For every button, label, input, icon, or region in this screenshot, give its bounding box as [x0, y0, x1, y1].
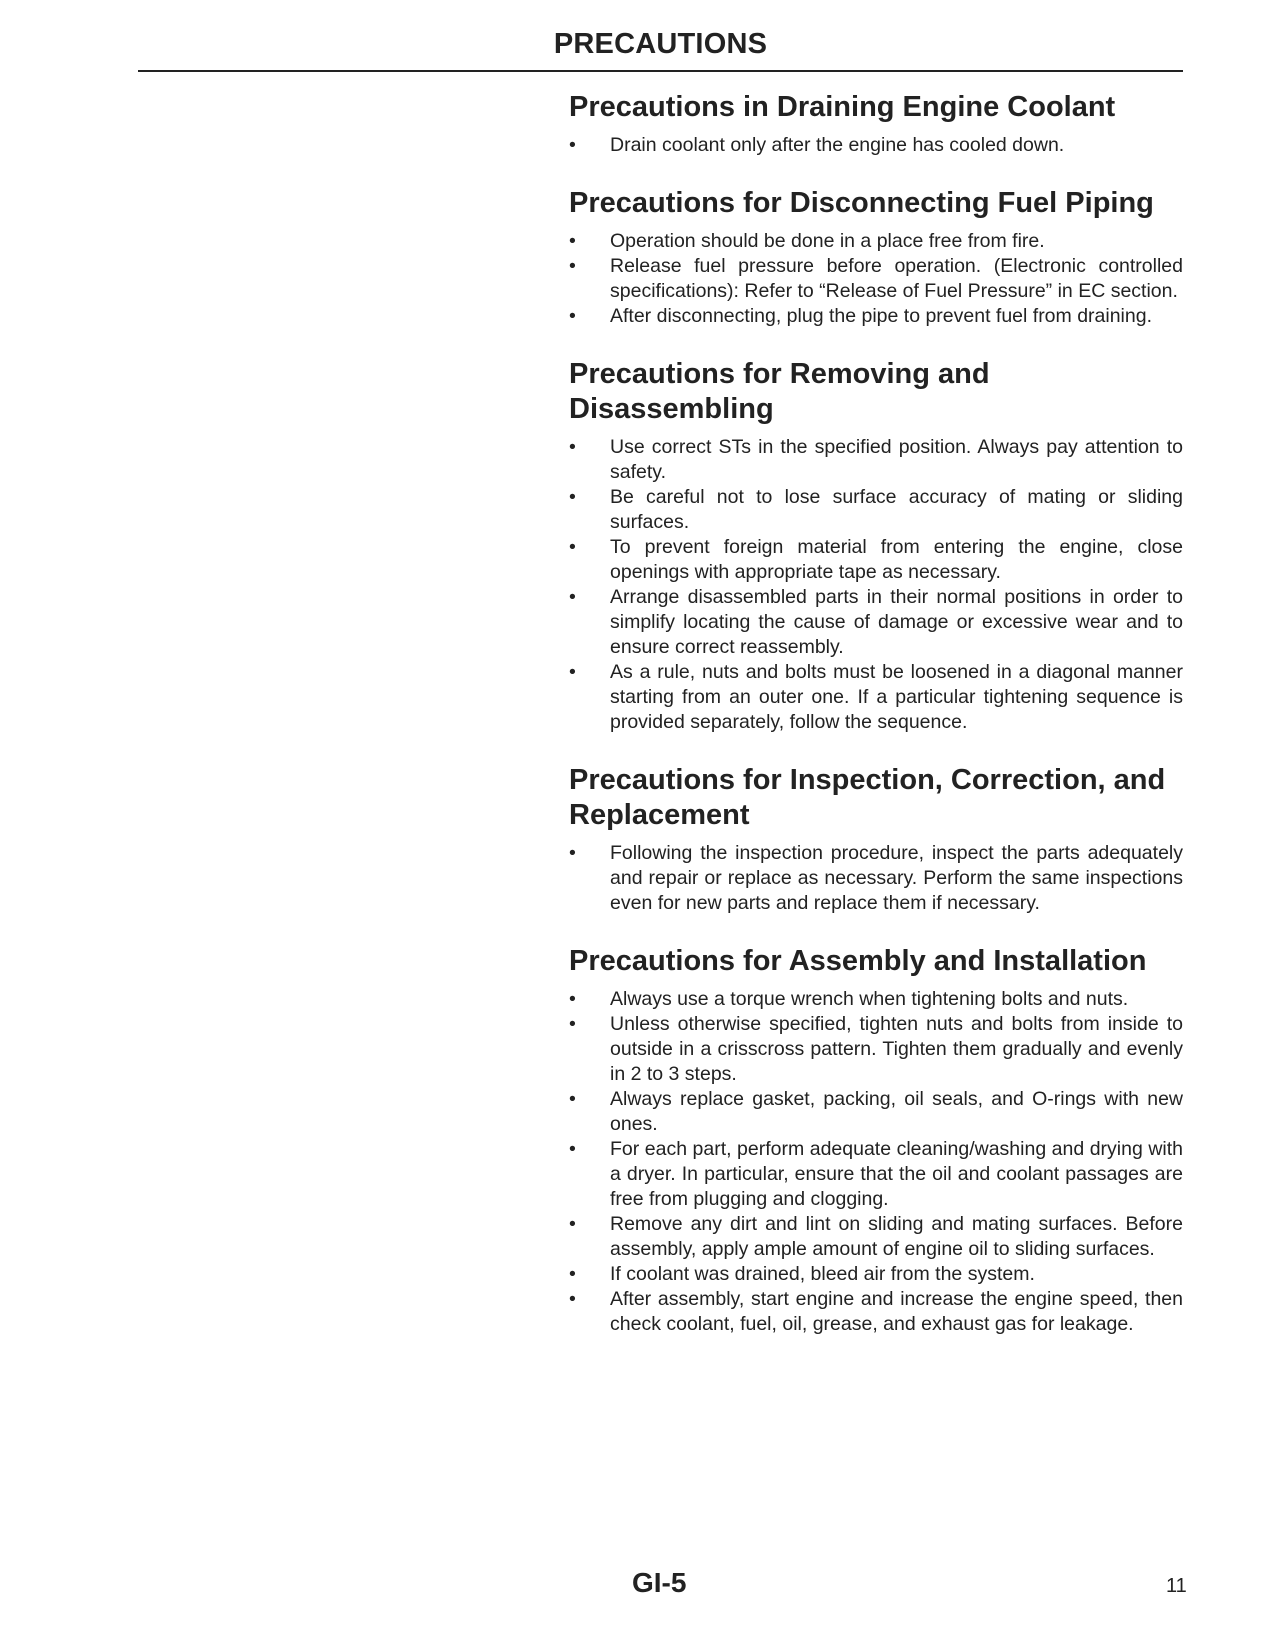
list-item	[569, 304, 1183, 329]
bullet-icon: •	[569, 661, 576, 683]
list-item	[569, 841, 1183, 916]
section-heading: Precautions for Disconnecting Fuel Piping	[569, 187, 1154, 219]
list-item	[569, 1212, 1183, 1262]
bullet-icon: •	[569, 230, 576, 252]
section-removing-and-disassembling	[569, 357, 1183, 735]
list-item	[569, 1137, 1183, 1212]
bullet-list	[569, 841, 1183, 916]
bullet-icon: •	[569, 536, 576, 558]
bullet-icon: •	[569, 1263, 576, 1285]
list-item	[569, 1287, 1183, 1337]
bullet-list	[569, 987, 1183, 1337]
section-heading: Precautions for Inspection, Correction, and Replacement	[569, 764, 1166, 831]
list-item-text: Use correct STs in the specified position. Always pay attention to safety.	[610, 436, 1183, 483]
bullet-icon: •	[569, 586, 576, 608]
list-item	[569, 987, 1183, 1012]
bullet-icon: •	[569, 305, 576, 327]
section-heading: Precautions for Assembly and Installation	[569, 945, 1147, 977]
list-item	[569, 254, 1183, 304]
list-item	[569, 435, 1183, 485]
list-item	[569, 229, 1183, 254]
list-item-text: Be careful not to lose surface accuracy of mating or sliding surfaces.	[610, 486, 1183, 533]
bullet-icon: •	[569, 255, 576, 277]
bullet-icon: •	[569, 1013, 576, 1035]
section-heading: Precautions in Draining Engine Coolant	[569, 91, 1116, 123]
list-item	[569, 1262, 1183, 1287]
list-item-text: For each part, perform adequate cleaning/washing and drying with a dryer. In particular, ensure that the oil and coolant passages are free from plugging and clogging.	[610, 1138, 1183, 1210]
list-item-text: If coolant was drained, bleed air from the system.	[610, 1263, 1035, 1285]
list-item-text: Unless otherwise specified, tighten nuts and bolts from inside to outside in a crisscross pattern. Tighten them gradually and evenly in 2 to 3 steps.	[610, 1013, 1183, 1085]
bullet-list	[569, 435, 1183, 735]
bullet-icon: •	[569, 436, 576, 458]
section-heading: Precautions for Removing and Disassembling	[569, 358, 990, 425]
list-item	[569, 585, 1183, 660]
list-item	[569, 485, 1183, 535]
list-item-text: As a rule, nuts and bolts must be loosened in a diagonal manner starting from an outer one. If a particular tightening sequence is provided separately, follow the sequence.	[610, 661, 1183, 733]
section-draining-engine-coolant	[569, 90, 1183, 158]
list-item-text: Release fuel pressure before operation. (Electronic controlled specifications): Refer to “Release of Fuel Pressure” in EC section.	[610, 255, 1183, 302]
bullet-icon: •	[569, 1288, 576, 1310]
bullet-icon: •	[569, 134, 576, 156]
list-item-text: Drain coolant only after the engine has cooled down.	[610, 134, 1065, 156]
bullet-list	[569, 133, 1183, 158]
bullet-icon: •	[569, 486, 576, 508]
bullet-list	[569, 229, 1183, 329]
footer-section-code: GI-5	[632, 1567, 687, 1598]
list-item-text: Operation should be done in a place free from fire.	[610, 230, 1045, 252]
list-item	[569, 1012, 1183, 1087]
list-item-text: Following the inspection procedure, inspect the parts adequately and repair or replace as necessary. Perform the same inspections even for new parts and replace them if necessary.	[610, 842, 1183, 914]
bullet-icon: •	[569, 1213, 576, 1235]
bullet-icon: •	[569, 1088, 576, 1110]
section-inspection-correction-replacement	[569, 763, 1183, 916]
list-item-text: To prevent foreign material from entering the engine, close openings with appropriate tape as necessary.	[610, 536, 1183, 583]
bullet-icon: •	[569, 842, 576, 864]
list-item-text: Always use a torque wrench when tightening bolts and nuts.	[610, 988, 1129, 1010]
list-item	[569, 660, 1183, 735]
list-item-text: Arrange disassembled parts in their normal positions in order to simplify locating the cause of damage or excessive wear and to ensure correct reassembly.	[610, 586, 1183, 658]
list-item	[569, 1087, 1183, 1137]
list-item-text: After assembly, start engine and increase the engine speed, then check coolant, fuel, oil, grease, and exhaust gas for leakage.	[610, 1288, 1183, 1335]
bullet-icon: •	[569, 988, 576, 1010]
bullet-icon: •	[569, 1138, 576, 1160]
section-disconnecting-fuel-piping	[569, 186, 1183, 329]
page-title: PRECAUTIONS	[553, 28, 768, 60]
list-item-text: After disconnecting, plug the pipe to prevent fuel from draining.	[610, 305, 1152, 327]
page-number: 11	[1166, 1575, 1187, 1597]
page-header	[138, 24, 1183, 72]
list-item	[569, 133, 1183, 158]
content-column	[569, 90, 1183, 1365]
section-assembly-and-installation	[569, 944, 1183, 1337]
list-item	[569, 535, 1183, 585]
list-item-text: Remove any dirt and lint on sliding and mating surfaces. Before assembly, apply ample amount of engine oil to sliding surfaces.	[610, 1213, 1183, 1260]
list-item-text: Always replace gasket, packing, oil seals, and O-rings with new ones.	[610, 1088, 1183, 1135]
